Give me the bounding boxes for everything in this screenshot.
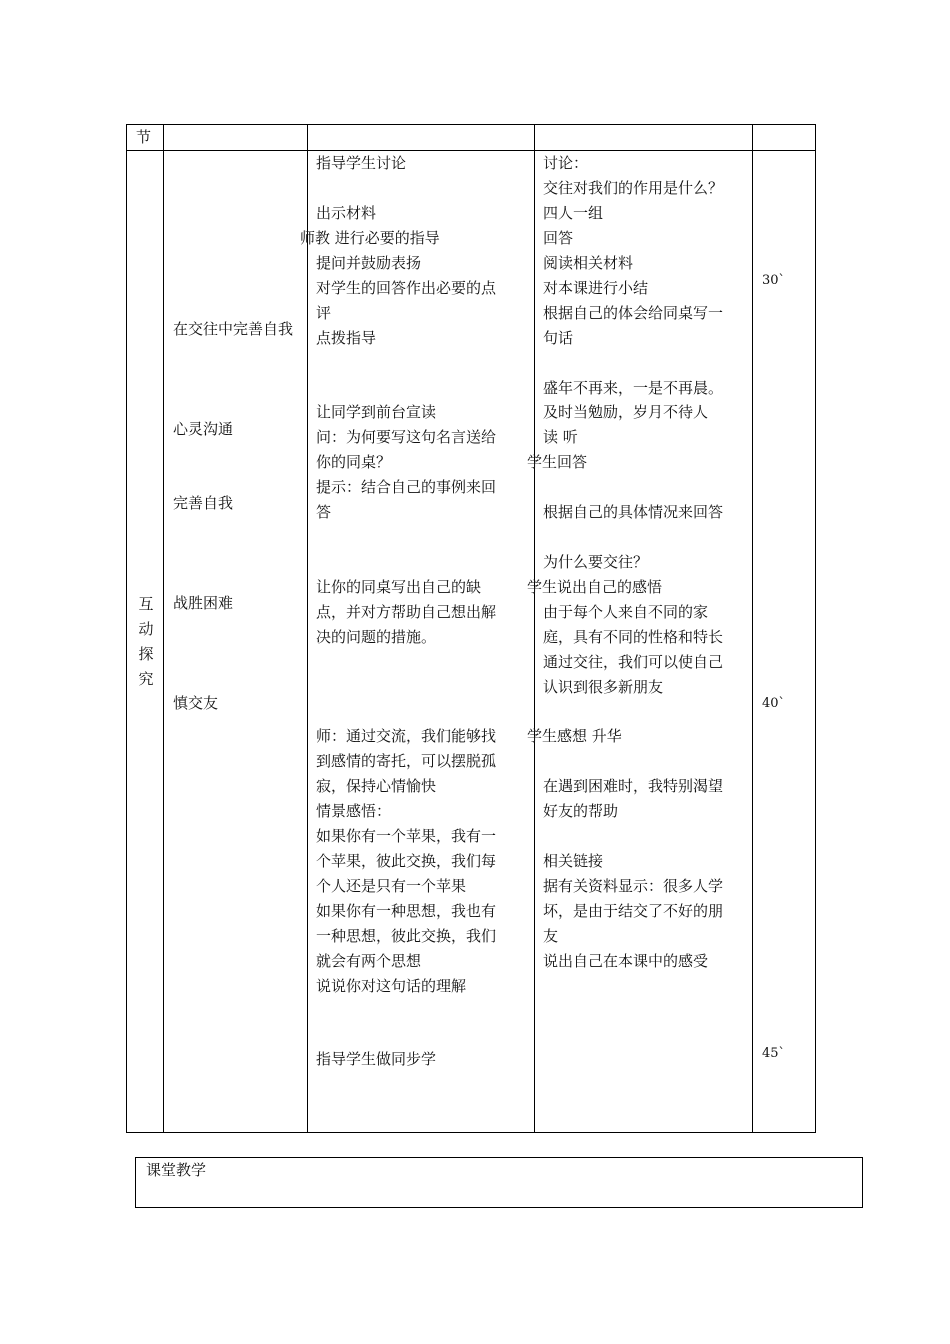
teacher-line: 对学生的回答作出必要的点 <box>316 279 497 297</box>
student-line: 通过交往，我们可以使自己 <box>543 653 724 671</box>
teacher-line: 指导学生做同步学 <box>316 1050 437 1068</box>
teacher-line: 如果你有一种思想，我也有 <box>316 902 497 920</box>
student-line: 由于每个人来自不同的家 <box>543 603 709 621</box>
topic-item: 完善自我 <box>173 494 234 512</box>
column-divider-2 <box>307 124 308 1133</box>
student-line: 友 <box>543 927 559 945</box>
teacher-line: 就会有两个思想 <box>316 952 422 970</box>
teacher-line: 评 <box>316 304 332 322</box>
teacher-line: 如果你有一个苹果，我有一 <box>316 827 497 845</box>
time-marker: 45` <box>762 1046 786 1061</box>
teacher-line: 到感情的寄托，可以摆脱孤 <box>316 752 497 770</box>
student-line: 回答 <box>543 229 574 247</box>
teacher-line: 提问并鼓励表扬 <box>316 254 422 272</box>
time-marker: 40` <box>762 696 786 711</box>
student-line: 根据自己的具体情况来回答 <box>543 503 724 521</box>
student-line: 及时当勉励，岁月不待人 <box>543 403 709 421</box>
student-line: 交往对我们的作用是什么？ <box>543 179 724 197</box>
student-line: 学生感想 升华 <box>527 727 622 745</box>
student-line: 盛年不再来，一是不再晨。 <box>543 379 724 397</box>
table-left-border <box>126 124 127 1133</box>
student-line: 为什么要交往？ <box>543 553 649 571</box>
footer-box <box>135 1157 863 1208</box>
teacher-line: 出示材料 <box>316 204 377 222</box>
topic-item: 战胜困难 <box>173 594 234 612</box>
student-line: 学生回答 <box>527 453 588 471</box>
student-line: 学生说出自己的感悟 <box>527 578 663 596</box>
student-line: 讨论： <box>543 154 589 172</box>
teacher-line: 点拨指导 <box>316 329 377 347</box>
header-row-border <box>126 150 816 151</box>
table-right-border <box>815 124 816 1133</box>
teacher-line: 你的同桌？ <box>316 453 392 471</box>
student-line: 相关链接 <box>543 852 604 870</box>
teacher-line: 说说你对这句话的理解 <box>316 977 467 995</box>
teacher-line: 情景感悟： <box>316 802 392 820</box>
student-line: 对本课进行小结 <box>543 279 649 297</box>
teacher-line: 师：通过交流，我们能够找 <box>316 727 497 745</box>
teacher-line: 一种思想，彼此交换，我们 <box>316 927 497 945</box>
student-line: 句话 <box>543 329 574 347</box>
teacher-line: 寂，保持心情愉快 <box>316 777 437 795</box>
teacher-line: 个人还是只有一个苹果 <box>316 877 467 895</box>
table-top-border <box>126 124 816 125</box>
teacher-line: 让你的同桌写出自己的缺 <box>316 578 482 596</box>
topic-item: 心灵沟通 <box>173 420 234 438</box>
student-line: 在遇到困难时，我特别渴望 <box>543 777 724 795</box>
teacher-line: 点，并对方帮助自己想出解 <box>316 603 497 621</box>
teacher-line: 师教 进行必要的指导 <box>300 229 440 247</box>
student-line: 四人一组 <box>543 204 604 222</box>
student-line: 认识到很多新朋友 <box>543 678 664 696</box>
footer-label: 课堂教学 <box>146 1161 207 1179</box>
teacher-line: 答 <box>316 503 332 521</box>
student-line: 庭，具有不同的性格和特长 <box>543 628 724 646</box>
teacher-line: 提示：结合自己的事例来回 <box>316 478 497 496</box>
teacher-line: 个苹果，彼此交换，我们每 <box>316 852 497 870</box>
header-label: 节 <box>136 128 152 146</box>
teacher-line: 让同学到前台宣读 <box>316 403 437 421</box>
section-label: 互 动 探 究 <box>138 595 154 688</box>
student-line: 阅读相关材料 <box>543 254 634 272</box>
student-line: 坏，是由于结交了不好的朋 <box>543 902 724 920</box>
teacher-line: 问：为何要写这句名言送给 <box>316 428 497 446</box>
column-divider-1 <box>163 124 164 1133</box>
column-divider-4 <box>752 124 753 1133</box>
student-line: 根据自己的体会给同桌写一 <box>543 304 724 322</box>
student-line: 好友的帮助 <box>543 802 619 820</box>
column-divider-3 <box>534 124 535 1133</box>
student-line: 读 听 <box>543 428 578 446</box>
teacher-line: 指导学生讨论 <box>316 154 407 172</box>
topic-item: 在交往中完善自我 <box>173 320 294 338</box>
topic-item: 慎交友 <box>173 694 219 712</box>
time-marker: 30` <box>762 273 786 288</box>
student-line: 说出自己在本课中的感受 <box>543 952 709 970</box>
teacher-line: 决的问题的措施。 <box>316 628 437 646</box>
student-line: 据有关资料显示：很多人学 <box>543 877 724 895</box>
table-bottom-border <box>126 1132 816 1133</box>
